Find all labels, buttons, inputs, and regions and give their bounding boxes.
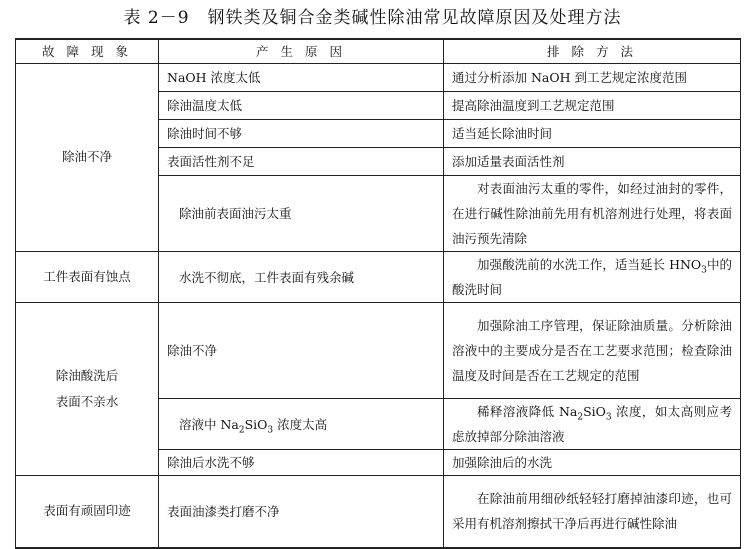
header-remedy: 排 除 方 法	[444, 39, 741, 63]
fault-cell: 除油不净	[16, 63, 159, 251]
remedy-cell	[444, 251, 741, 302]
table-number: 表 2－9	[123, 8, 190, 28]
remedy-cell: 通过分析添加 NaOH 到工艺规定浓度范围	[444, 63, 741, 91]
table-row	[16, 63, 741, 91]
cause-cell: 除油前表面油污太重	[159, 175, 444, 251]
fault-cell: 工件表面有蚀点	[16, 251, 159, 302]
remedy-cell: 适当延长除油时间	[444, 119, 741, 147]
fault-cell	[16, 302, 159, 475]
table-row	[16, 475, 741, 548]
remedy-cell: 加强除油后的水洗	[444, 449, 741, 475]
fault-line: 除油酸洗后	[55, 367, 119, 383]
header-cause: 产 生 原 因	[159, 39, 444, 63]
cause-cell: 表面油漆类打磨不净	[159, 475, 444, 548]
remedy-cell	[444, 302, 741, 398]
troubleshooting-table	[15, 38, 741, 549]
remedy-cell: 提高除油温度到工艺规定范围	[444, 91, 741, 119]
cause-cell: 除油温度太低	[159, 91, 444, 119]
header-row	[16, 39, 741, 63]
table-caption: 钢铁类及铜合金类碱性除油常见故障原因及处理方法	[207, 8, 622, 28]
fault-line: 表面不亲水	[55, 393, 119, 409]
table-row	[16, 251, 741, 302]
remedy-text: 对表面油污太重的零件，如经过油封的零件，在进行碱性除油前先用有机溶剂进行处理，将表面油污预先清除	[452, 180, 732, 246]
table-title	[0, 4, 745, 32]
cause-cell: 除油不净	[159, 302, 444, 398]
remedy-cell: 添加适量表面活性剂	[444, 147, 741, 175]
remedy-text: 在除油前用细砂纸轻轻打磨掉油漆印迹，也可采用有机溶剂擦拭干净后再进行碱性除油	[452, 491, 732, 532]
cause-cell: 除油后水洗不够	[159, 449, 444, 475]
remedy-cell	[444, 398, 741, 449]
remedy-cell	[444, 475, 741, 548]
table-row	[16, 302, 741, 398]
cause-cell: NaOH 浓度太低	[159, 63, 444, 91]
cause-cell: 表面活性剂不足	[159, 147, 444, 175]
remedy-text: 加强除油工序管理，保证除油质量。分析除油溶液中的主要成分是否在工艺要求范围；检查除油温度及时间是否在工艺规定的范围	[452, 317, 732, 383]
cause-cell: 溶液中 $Na_2SiO_3$ 浓度太高	[159, 398, 444, 449]
remedy-text: 加强酸洗前的水洗工作，适当延长 $HNO_3$中的酸洗时间	[452, 256, 732, 297]
header-fault: 故 障 现 象	[16, 39, 159, 63]
remedy-text: 稀释溶液降低 $Na_2SiO_3$ 浓度，如太高则应考虑放掉部分除油溶液	[452, 403, 732, 444]
remedy-cell	[444, 175, 741, 251]
cause-cell: 水洗不彻底，工件表面有残余碱	[159, 251, 444, 302]
cause-cell: 除油时间不够	[159, 119, 444, 147]
fault-cell: 表面有顽固印迹	[16, 475, 159, 548]
